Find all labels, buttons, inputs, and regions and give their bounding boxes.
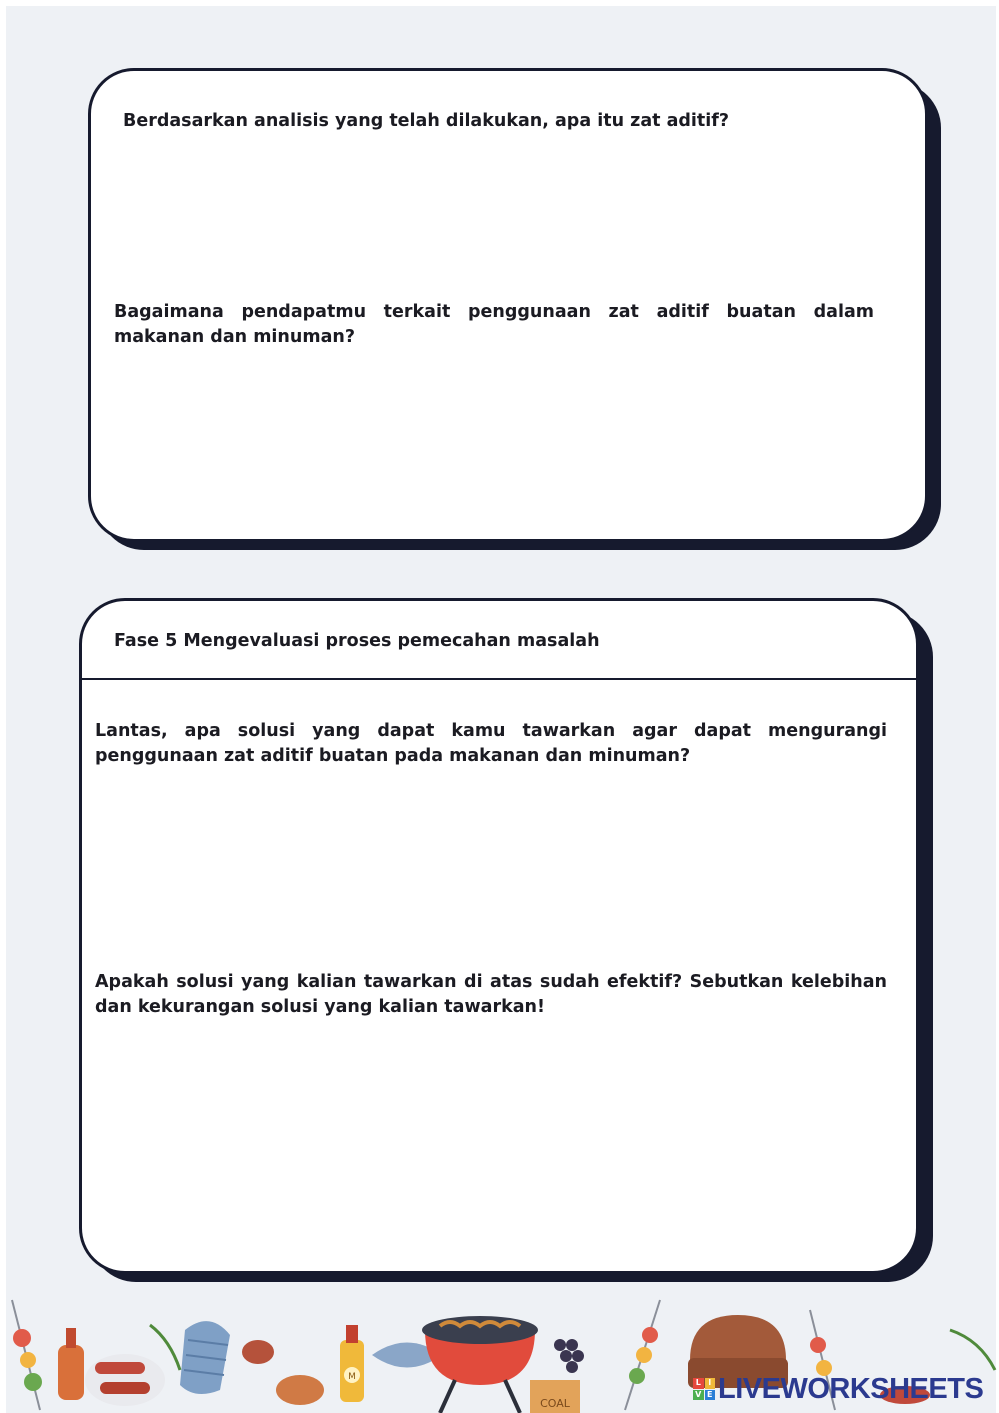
skewer-icon-2 xyxy=(625,1300,660,1410)
oven-mitt-icon xyxy=(180,1321,230,1394)
skewer-icon xyxy=(12,1300,42,1410)
answer-area-2[interactable] xyxy=(111,361,901,521)
phase-title: Fase 5 Mengevaluasi proses pemecahan masalah xyxy=(114,631,600,651)
bottle-label: M xyxy=(348,1372,356,1382)
worksheet-page xyxy=(6,6,996,1413)
question-efektif: Apakah solusi yang kalian tawarkan di atas sudah efektif? Sebutkan kelebihan dan kekurangan solusi yang kalian tawarkan! xyxy=(95,972,887,1017)
mustard-bottle-icon xyxy=(340,1325,364,1402)
liveworksheets-logo[interactable] xyxy=(693,1372,983,1406)
coal-bag-icon xyxy=(530,1380,580,1413)
grapes-icon xyxy=(554,1339,584,1373)
answer-area-1[interactable] xyxy=(111,151,901,291)
bbq-grill-icon xyxy=(422,1316,538,1413)
question-card-1 xyxy=(88,68,928,542)
coal-label: COAL xyxy=(540,1397,570,1410)
liveworksheets-logo-icon: L I V E xyxy=(693,1378,715,1400)
answer-area-4[interactable] xyxy=(94,1031,894,1251)
question-pendapat: Bagaimana pendapatmu terkait penggunaan zat aditif buatan dalam makanan dan minuman? xyxy=(114,302,874,347)
herb-icon-2 xyxy=(950,1330,995,1370)
brand-name: LIVEWORKSHEETS xyxy=(718,1372,984,1405)
question-card-2 xyxy=(79,598,919,1274)
chicken-leg-icon xyxy=(276,1375,324,1405)
question-solusi: Lantas, apa solusi yang dapat kamu tawarkan agar dapat mengurangi penggunaan zat aditif buatan pada makanan dan minuman? xyxy=(95,721,887,766)
answer-area-3[interactable] xyxy=(94,776,894,966)
sausage-plate-icon xyxy=(85,1354,165,1406)
phase-divider xyxy=(82,678,916,680)
sauce-bottle-icon xyxy=(58,1328,84,1400)
steak-icon xyxy=(242,1340,274,1364)
question-zat-aditif: Berdasarkan analisis yang telah dilakukan, apa itu zat aditif? xyxy=(123,111,730,131)
